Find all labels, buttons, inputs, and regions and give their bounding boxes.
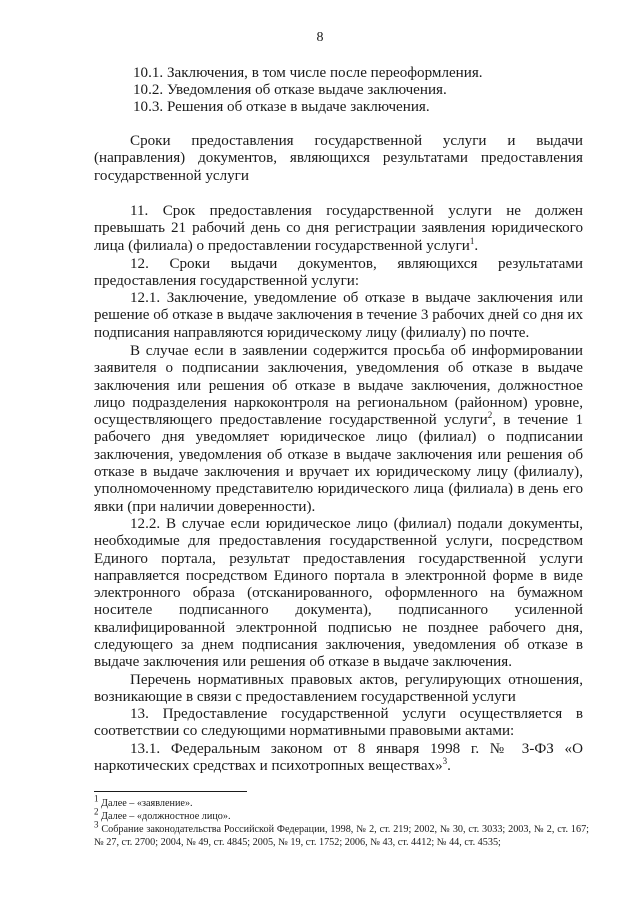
- footnote-ref: 3: [442, 756, 448, 767]
- footnote-number: 3: [94, 819, 99, 830]
- section-heading-acts: Перечень нормативных правовых актов, регулирующих отношения, возникающие в связи с предоставлением государственной услуги: [94, 672, 583, 706]
- footnote-number: 1: [94, 793, 99, 804]
- footnote-divider: [94, 791, 247, 792]
- footnote-number: 2: [94, 806, 99, 817]
- section-heading-terms: Сроки предоставления государственной услуги и выдачи (направления) документов, являющихся результатами предоставления государственной услуги: [94, 133, 583, 184]
- paragraph-12: 12. Сроки выдачи документов, являющихся результатами предоставления государственной услуги:: [94, 256, 583, 290]
- list-item: 10.2. Уведомления об отказе выдаче заключения.: [133, 82, 447, 98]
- footnote-ref: 2: [487, 410, 493, 421]
- footnote: $^2$ Далее – «должностное лицо».: [94, 806, 231, 822]
- list-item: 10.1. Заключения, в том числе после переоформления.: [133, 65, 483, 81]
- paragraph-13: 13. Предоставление государственной услуги осуществляется в соответствии со следующими нормативными правовыми актами:: [94, 706, 583, 740]
- paragraph-13-1: 13.1. Федеральным законом от 8 января 1998 г. № 3-ФЗ «О наркотических средствах и психотропных веществах»$^3$.: [94, 741, 583, 775]
- paragraph-12-2: 12.2. В случае если юридическое лицо (филиал) подали документы, необходимые для предоставления государственной услуги, посредством Единого портала, результат предоставления государственной услуги направляется посредством Единого портала в электронной форме в виде электронного образа (отсканированного, оформленного на бумажном носителе подписанного документа), подписанного усиленной квалифицированной электронной подписью не позднее рабочего дня, следующего за днем подписания заключения, уведомления об отказе в выдаче заключения или решения об отказе в выдаче заключения.: [94, 516, 583, 671]
- footnote: $^1$ Далее – «заявление».: [94, 793, 193, 809]
- paragraph-case: В случае если в заявлении содержится просьба об информировании заявителя о подписании заключения, уведомления об отказе в выдаче заключения или решения об отказе в выдаче заключения, должностное лицо подразделения наркоконтроля на региональном (районном) уровне, осуществляющего предоставление государственной услуги$^2$, в течение 1 рабочего дня уведомляет юридическое лицо (филиал) о подписании заключения, уведомления об отказе в выдаче заключения или решения об отказе в выдаче заключения и вручает их юридическому лицу (филиалу), уполномоченному представителю юридического лица (филиала) в день его явки (при наличии доверенности).: [94, 343, 583, 515]
- footnote: $^3$ Собрание законодательства Российской Федерации, 1998, № 2, ст. 219; 2002, № 30, ст. 3033; 2003, № 2, ст. 167; № 27, ст. 2700; 2004, № 49, ст. 4845; 2005, № 19, ст. 1752; 2006, № 43, ст. 4412; № 44, ст. 4535;: [94, 819, 589, 849]
- page-number: 8: [316, 30, 324, 45]
- paragraph-11: 11. Срок предоставления государственной услуги не должен превышать 21 рабочий день со дня регистрации заявления юридического лица (филиала) о предоставлении государственной услуги$^1$.: [94, 203, 583, 254]
- paragraph-12-1: 12.1. Заключение, уведомление об отказе в выдаче заключения или решение об отказе в выдаче заключения в течение 3 рабочих дней со дня их подписания направляются юридическому лицу (филиалу) по почте.: [94, 290, 583, 341]
- footnote-ref: 1: [469, 235, 475, 246]
- list-item: 10.3. Решения об отказе в выдаче заключения.: [133, 99, 430, 115]
